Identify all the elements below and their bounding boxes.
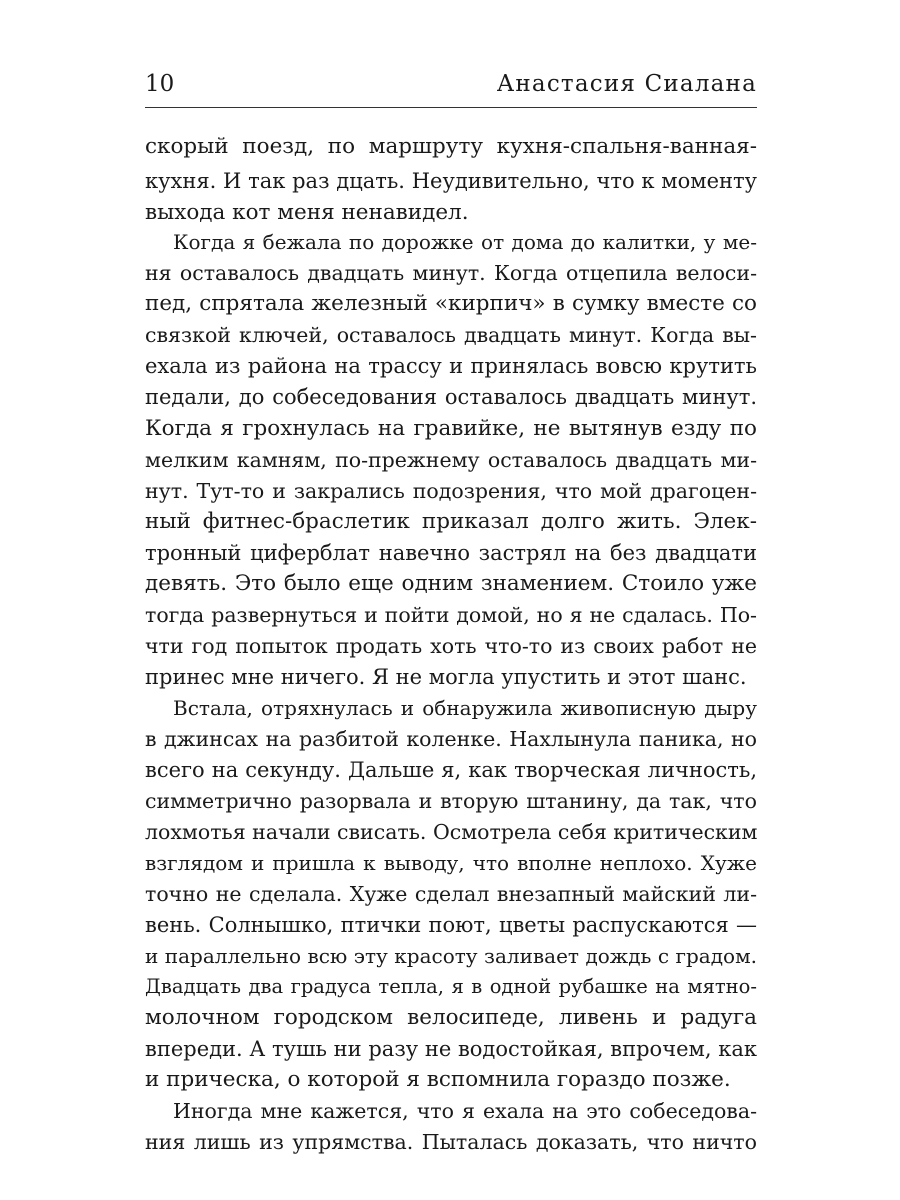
text-line: ехала из района на трассу и принялась вовсю крутить bbox=[145, 354, 757, 378]
text-line: симметрично разорвала и вторую штанину, да так, что bbox=[145, 789, 757, 813]
text-line: чти год попыток продать хоть что-то из своих работ не bbox=[145, 634, 757, 658]
text-line: принес мне ничего. Я не могла упустить и этот шанс. bbox=[145, 665, 747, 689]
header-rule bbox=[145, 107, 757, 108]
text-line: ный фитнес-браслетик приказал долго жить. Элек- bbox=[145, 509, 757, 534]
text-line: скорый поезд, по маршруту кухня-спальня-ванная- bbox=[145, 134, 757, 159]
text-line: девять. Это было еще одним знамением. Стоило уже bbox=[145, 571, 757, 596]
text-line: Встала, отряхнулась и обнаружила живописную дыру bbox=[173, 696, 757, 720]
text-line: Двадцать два градуса тепла, я в одной рубашке на мятно- bbox=[145, 975, 757, 998]
text-line: лохмотья начали свисать. Осмотрела себя критическим bbox=[145, 820, 758, 844]
text-line: педали, до собеседования оставалось двадцать минут. bbox=[145, 385, 757, 409]
text-line: в джинсах на разбитой коленке. Нахлынула паника, но bbox=[145, 727, 757, 751]
text-line: тогда развернуться и пойти домой, но я не сдалась. По- bbox=[145, 603, 757, 627]
text-line: и параллельно всю эту красоту заливает дождь с градом. bbox=[145, 944, 757, 968]
text-line: ня оставалось двадцать минут. Когда отцепила велоси- bbox=[145, 261, 757, 285]
text-line: ния лишь из упрямства. Пыталась доказать, что ничто bbox=[145, 1130, 757, 1154]
text-line: молочном городском велосипеде, ливень и радуга bbox=[145, 1005, 757, 1030]
text-line: точно не сделала. Хуже сделал внезапный майский ли- bbox=[145, 882, 757, 906]
text-line: Когда я бежала по дорожке от дома до калитки, у ме- bbox=[173, 230, 757, 254]
running-head bbox=[145, 68, 757, 100]
running-title: Анастасия Сиалана bbox=[496, 71, 757, 97]
text-line: пед, спрятала железный «кирпич» в сумку вместе со bbox=[145, 291, 757, 316]
page-number: 10 bbox=[145, 71, 175, 97]
text-line: и прическа, о которой я вспомнила гораздо позже. bbox=[145, 1067, 731, 1092]
text-line: тронный циферблат навечно застрял на без двадцати bbox=[145, 541, 757, 565]
text-line: вень. Солнышко, птички поют, цветы распускаются — bbox=[145, 913, 757, 937]
text-line: Когда я грохнулась на гравийке, не вытянув езду по bbox=[145, 416, 757, 441]
text-line: всего на секунду. Дальше я, как творческая личность, bbox=[145, 758, 757, 782]
text-line: нут. Тут-то и закрались подозрения, что мой драгоцен- bbox=[145, 479, 757, 503]
text-line: впереди. А тушь ни разу не водостойкая, впрочем, как bbox=[145, 1037, 757, 1061]
text-line: выхода кот меня ненавидел. bbox=[145, 200, 469, 225]
text-line: мелким камням, по-прежнему оставалось двадцать ми- bbox=[145, 448, 757, 472]
text-line: кухня. И так раз дцать. Неудивительно, что к моменту bbox=[145, 169, 757, 193]
text-line: связкой ключей, оставалось двадцать минут. Когда вы- bbox=[145, 323, 757, 347]
text-line: Иногда мне кажется, что я ехала на это собеседова- bbox=[173, 1099, 757, 1123]
text-line: взглядом и пришла к выводу, что вполне неплохо. Хуже bbox=[145, 851, 757, 875]
